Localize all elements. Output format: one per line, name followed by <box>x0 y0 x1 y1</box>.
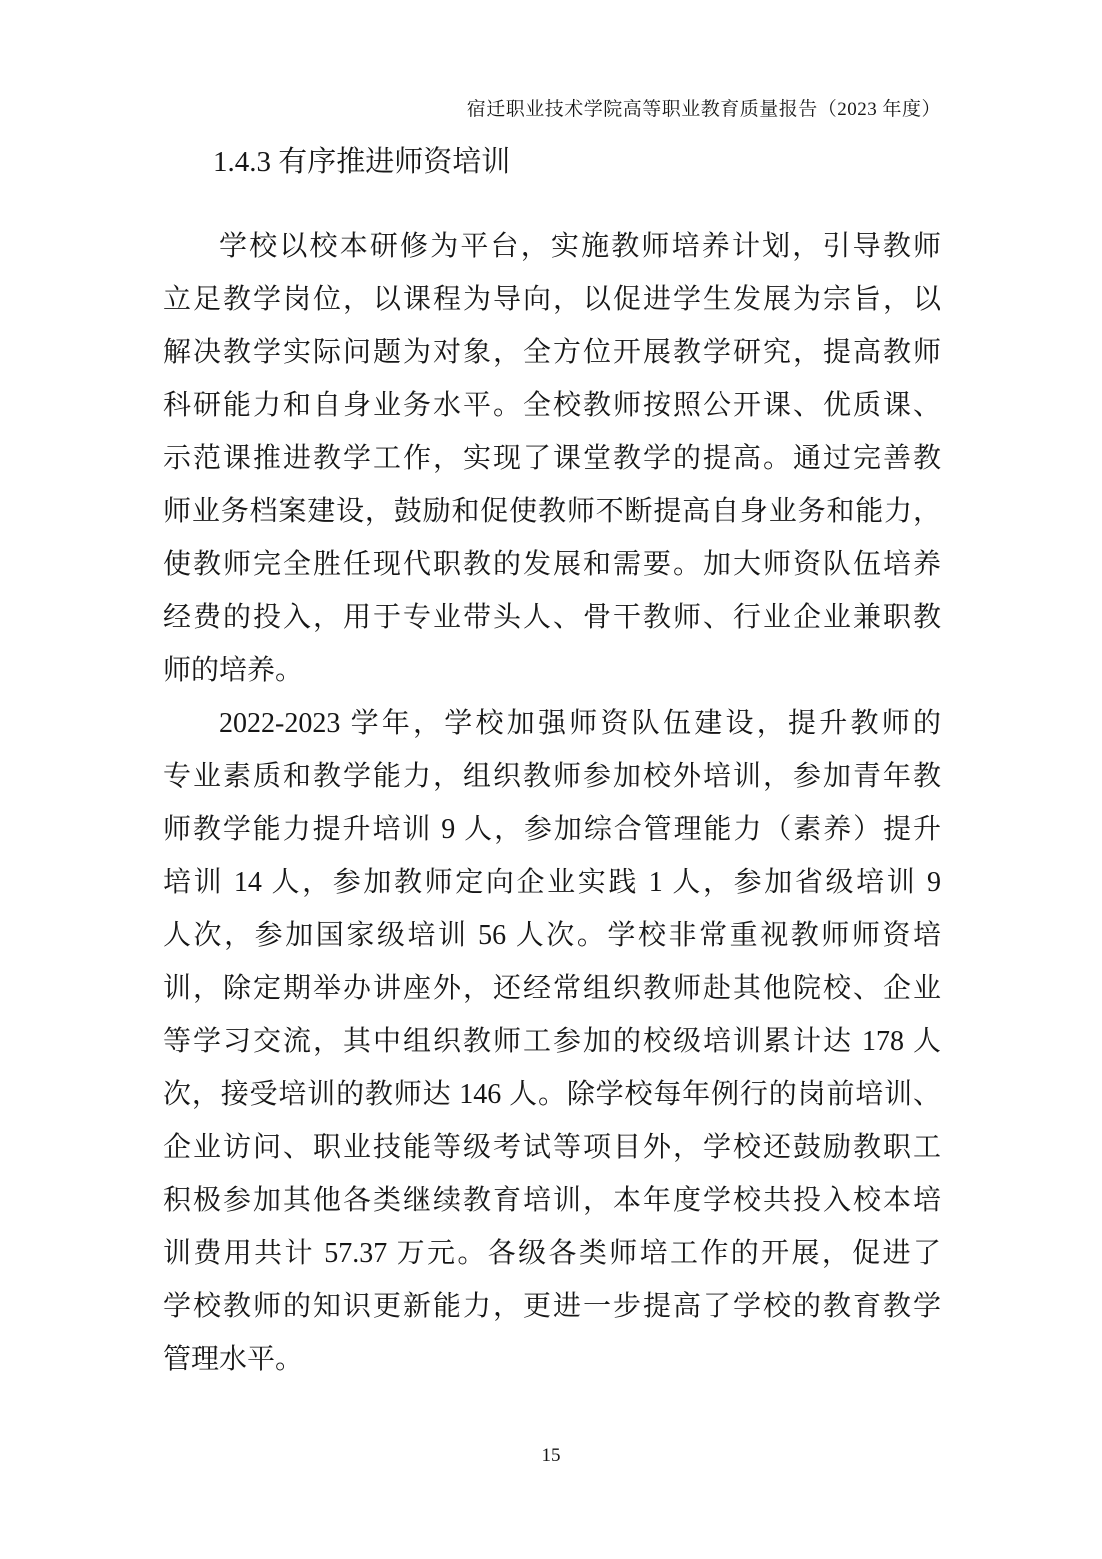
body-line: 师教学能力提升培训 9 人，参加综合管理能力（素养）提升 <box>163 814 941 845</box>
section-title: 1.4.3 有序推进师资培训 <box>213 146 511 178</box>
body-line: 经费的投入，用于专业带头人、骨干教师、行业企业兼职教 <box>163 602 941 633</box>
body-line: 企业访问、职业技能等级考试等项目外，学校还鼓励教职工 <box>163 1132 941 1163</box>
body-line: 培训 14 人，参加教师定向企业实践 1 人，参加省级培训 9 <box>163 867 941 898</box>
body-line: 立足教学岗位，以课程为导向，以促进学生发展为宗旨，以 <box>163 284 941 315</box>
body-line: 专业素质和教学能力，组织教师参加校外培训，参加青年教 <box>163 761 941 792</box>
body-line: 训费用共计 57.37 万元。各级各类师培工作的开展，促进了 <box>163 1238 941 1269</box>
body-line: 次，接受培训的教师达 146 人。除学校每年例行的岗前培训、 <box>163 1079 941 1110</box>
body-line: 示范课推进教学工作，实现了课堂教学的提高。通过完善教 <box>163 443 941 474</box>
body-line: 管理水平。 <box>163 1344 304 1375</box>
body-line: 2022-2023 学年，学校加强师资队伍建设，提升教师的 <box>219 708 941 739</box>
body-line: 人次，参加国家级培训 56 人次。学校非常重视教师师资培 <box>163 920 941 951</box>
body-line: 等学习交流，其中组织教师工参加的校级培训累计达 178 人 <box>163 1026 941 1057</box>
body-paragraphs <box>163 220 941 1386</box>
body-line: 学校教师的知识更新能力，更进一步提高了学校的教育教学 <box>163 1291 941 1322</box>
body-line: 师的培养。 <box>163 655 304 686</box>
body-line: 学校以校本研修为平台，实施教师培养计划，引导教师 <box>219 231 941 262</box>
body-line: 师业务档案建设，鼓励和促使教师不断提高自身业务和能力， <box>163 496 941 527</box>
body-line: 积极参加其他各类继续教育培训，本年度学校共投入校本培 <box>163 1185 941 1216</box>
body-line: 训，除定期举办讲座外，还经常组织教师赴其他院校、企业 <box>163 973 941 1004</box>
body-line: 科研能力和自身业务水平。全校教师按照公开课、优质课、 <box>163 390 941 421</box>
document-header: 宿迁职业技术学院高等职业教育质量报告（2023 年度） <box>466 99 941 120</box>
body-line: 解决教学实际问题为对象，全方位开展教学研究，提高教师 <box>163 337 941 368</box>
page-number: 15 <box>541 1445 561 1466</box>
body-line: 使教师完全胜任现代职教的发展和需要。加大师资队伍培养 <box>163 549 941 580</box>
